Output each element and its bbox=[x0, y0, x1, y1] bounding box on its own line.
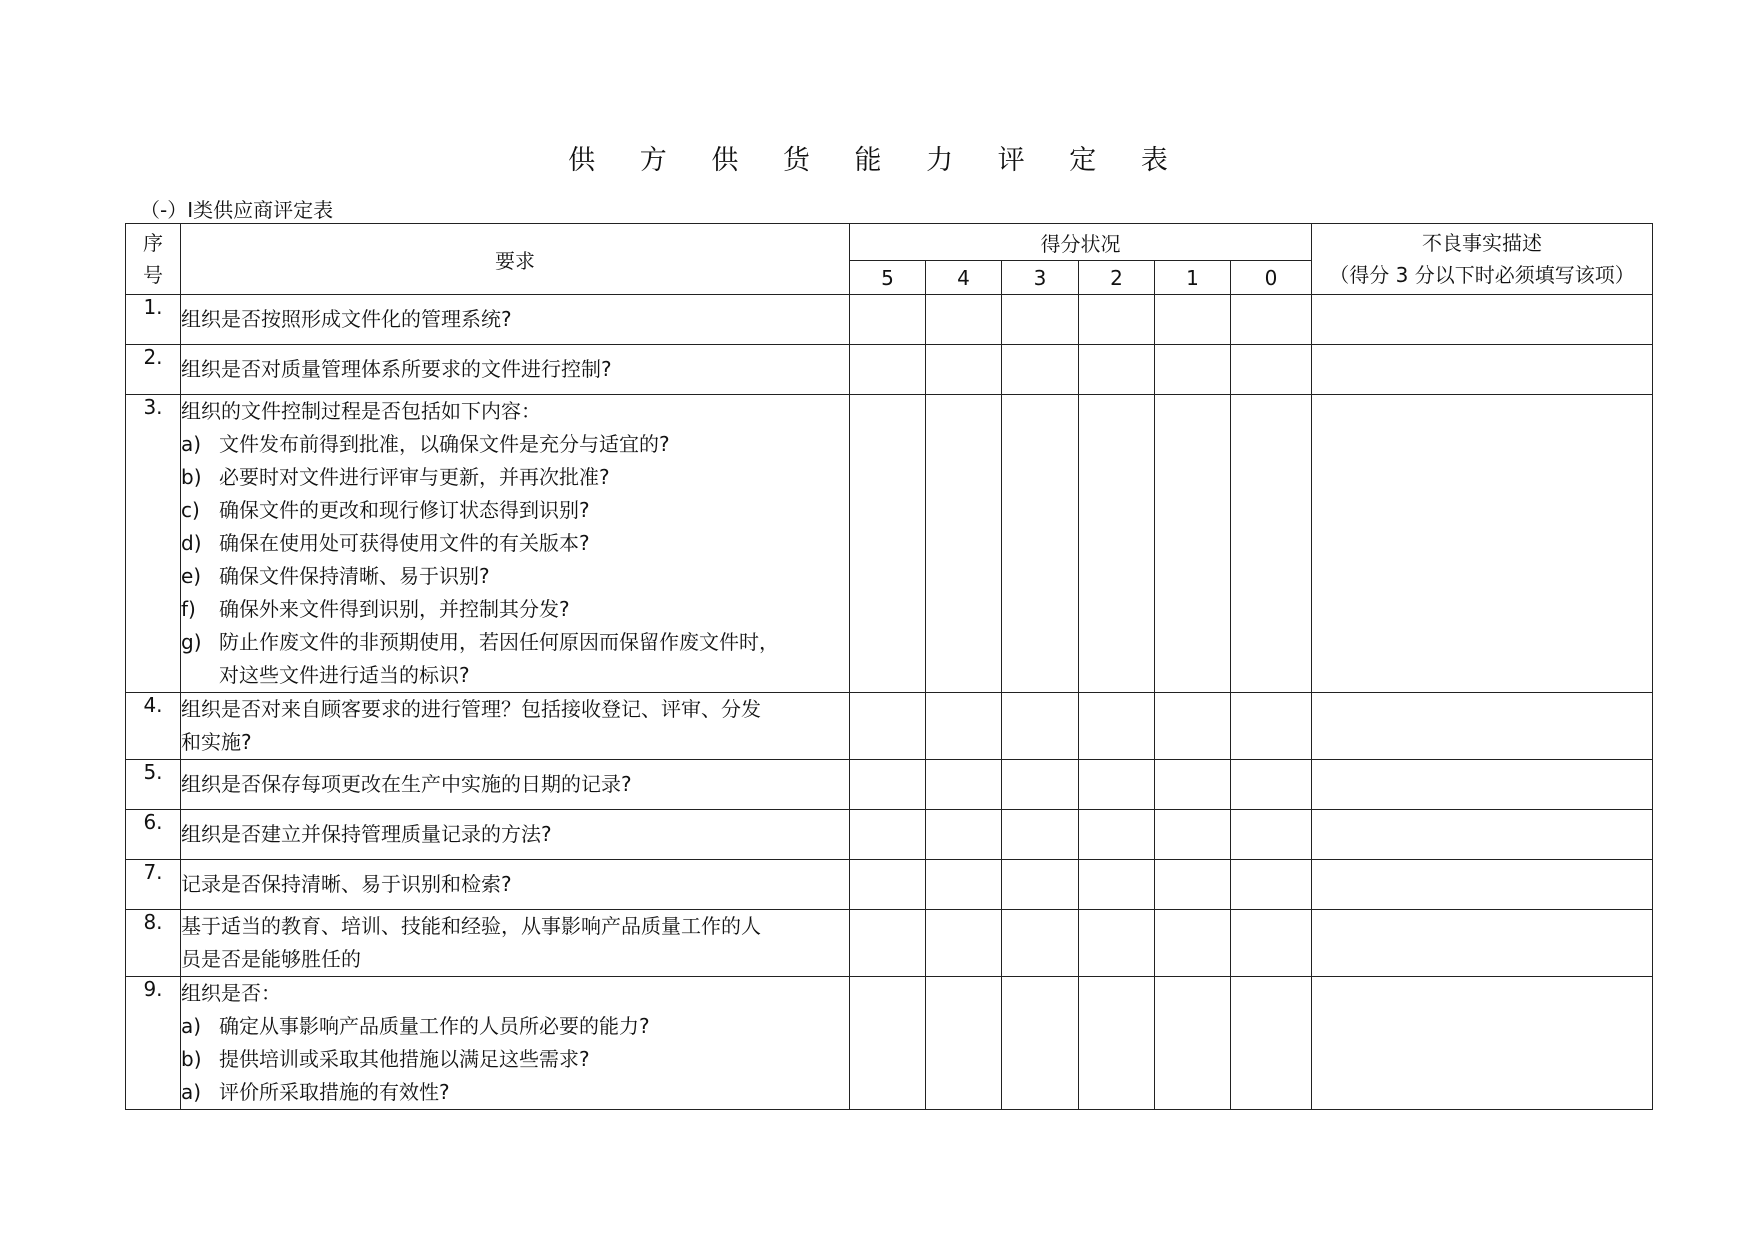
defect-description-cell[interactable] bbox=[1312, 760, 1653, 810]
score-cell-5[interactable] bbox=[850, 910, 926, 977]
score-cell-1[interactable] bbox=[1155, 395, 1231, 693]
score-cell-0[interactable] bbox=[1231, 395, 1312, 693]
score-cell-1[interactable] bbox=[1155, 860, 1231, 910]
score-col-3: 3 bbox=[1002, 261, 1079, 295]
defect-description-cell[interactable] bbox=[1312, 810, 1653, 860]
requirement-subitem bbox=[181, 461, 849, 494]
score-col-2: 2 bbox=[1079, 261, 1155, 295]
score-cell-4[interactable] bbox=[926, 345, 1002, 395]
score-cell-1[interactable] bbox=[1155, 693, 1231, 760]
subitem-text: 确保外来文件得到识别，并控制其分发? bbox=[219, 597, 570, 621]
score-cell-0[interactable] bbox=[1231, 760, 1312, 810]
subitem-marker: d) bbox=[181, 531, 202, 555]
table-row bbox=[126, 860, 1653, 910]
requirement-text: 组织是否保存每项更改在生产中实施的日期的记录? bbox=[181, 772, 632, 796]
subitem-marker: a) bbox=[181, 1080, 202, 1104]
subitem-text: 确保文件的更改和现行修订状态得到识别? bbox=[219, 498, 590, 522]
requirement-subitem bbox=[181, 1010, 849, 1043]
subitem-marker: e) bbox=[181, 564, 202, 588]
score-cell-2[interactable] bbox=[1079, 810, 1155, 860]
score-cell-2[interactable] bbox=[1079, 760, 1155, 810]
score-cell-3[interactable] bbox=[1002, 345, 1079, 395]
row-number: 1. bbox=[126, 295, 181, 345]
subitem-marker: a) bbox=[181, 1014, 202, 1038]
requirement-subitem bbox=[181, 428, 849, 461]
score-cell-4[interactable] bbox=[926, 760, 1002, 810]
score-cell-5[interactable] bbox=[850, 693, 926, 760]
score-cell-3[interactable] bbox=[1002, 810, 1079, 860]
subitem-text: 确保在使用处可获得使用文件的有关版本? bbox=[219, 531, 590, 555]
table-row bbox=[126, 395, 1653, 693]
requirement-text: 记录是否保持清晰、易于识别和检索? bbox=[181, 872, 512, 896]
row-number: 6. bbox=[126, 810, 181, 860]
score-cell-3[interactable] bbox=[1002, 395, 1079, 693]
requirement-subitem bbox=[181, 527, 849, 560]
score-cell-3[interactable] bbox=[1002, 693, 1079, 760]
row-number: 3. bbox=[126, 395, 181, 693]
score-cell-1[interactable] bbox=[1155, 295, 1231, 345]
table-row bbox=[126, 295, 1653, 345]
score-col-5: 5 bbox=[850, 261, 926, 295]
requirement-subitem bbox=[181, 1043, 849, 1076]
subitem-marker: b) bbox=[181, 465, 202, 489]
score-cell-0[interactable] bbox=[1231, 693, 1312, 760]
requirement-cell bbox=[181, 810, 850, 860]
subitem-text: 文件发布前得到批准，以确保文件是充分与适宜的? bbox=[219, 432, 670, 456]
score-cell-0[interactable] bbox=[1231, 295, 1312, 345]
form-subtitle: （-）Ⅰ类供应商评定表 bbox=[140, 198, 334, 222]
score-cell-1[interactable] bbox=[1155, 345, 1231, 395]
table-row bbox=[126, 977, 1653, 1110]
score-cell-4[interactable] bbox=[926, 977, 1002, 1110]
table-row bbox=[126, 345, 1653, 395]
requirement-subitem bbox=[181, 593, 849, 626]
score-cell-4[interactable] bbox=[926, 693, 1002, 760]
row-number: 8. bbox=[126, 910, 181, 977]
requirement-text: 组织是否对质量管理体系所要求的文件进行控制? bbox=[181, 357, 612, 381]
score-cell-5[interactable] bbox=[850, 295, 926, 345]
requirement-cell bbox=[181, 760, 850, 810]
score-cell-4[interactable] bbox=[926, 295, 1002, 345]
score-cell-5[interactable] bbox=[850, 860, 926, 910]
subitem-text-continued: 对这些文件进行适当的标识? bbox=[219, 663, 470, 687]
evaluation-table bbox=[125, 223, 1653, 1110]
table-row bbox=[126, 760, 1653, 810]
subitem-marker: b) bbox=[181, 1047, 202, 1071]
requirement-text: 组织是否按照形成文件化的管理系统? bbox=[181, 307, 512, 331]
score-cell-5[interactable] bbox=[850, 345, 926, 395]
requirement-text: 组织是否对来自顾客要求的进行管理？包括接收登记、评审、分发 bbox=[181, 697, 761, 721]
defect-description-cell[interactable] bbox=[1312, 860, 1653, 910]
requirement-cell bbox=[181, 295, 850, 345]
subitem-marker: c) bbox=[181, 498, 200, 522]
score-cell-0[interactable] bbox=[1231, 860, 1312, 910]
requirement-cell bbox=[181, 910, 850, 977]
score-cell-3[interactable] bbox=[1002, 860, 1079, 910]
subitem-text: 确保文件保持清晰、易于识别? bbox=[219, 564, 490, 588]
subitem-marker: a) bbox=[181, 432, 202, 456]
subitem-text: 必要时对文件进行评审与更新，并再次批准? bbox=[219, 465, 610, 489]
header-score-group: 得分状况 bbox=[850, 224, 1312, 261]
requirement-cell bbox=[181, 977, 850, 1110]
score-cell-3[interactable] bbox=[1002, 760, 1079, 810]
subitem-text: 提供培训或采取其他措施以满足这些需求? bbox=[219, 1047, 590, 1071]
requirement-cell bbox=[181, 860, 850, 910]
score-cell-2[interactable] bbox=[1079, 395, 1155, 693]
score-cell-5[interactable] bbox=[850, 810, 926, 860]
score-cell-0[interactable] bbox=[1231, 910, 1312, 977]
table-body bbox=[126, 295, 1653, 1110]
subitem-marker: f) bbox=[181, 597, 196, 621]
score-cell-2[interactable] bbox=[1079, 977, 1155, 1110]
requirement-text: 组织是否建立并保持管理质量记录的方法? bbox=[181, 822, 552, 846]
requirement-text: 组织的文件控制过程是否包括如下内容： bbox=[181, 399, 541, 423]
score-cell-2[interactable] bbox=[1079, 693, 1155, 760]
defect-description-cell[interactable] bbox=[1312, 345, 1653, 395]
score-cell-0[interactable] bbox=[1231, 977, 1312, 1110]
score-cell-2[interactable] bbox=[1079, 910, 1155, 977]
header-description bbox=[1312, 224, 1653, 295]
requirement-cell bbox=[181, 395, 850, 693]
row-number: 4. bbox=[126, 693, 181, 760]
defect-description-cell[interactable] bbox=[1312, 910, 1653, 977]
defect-description-cell[interactable] bbox=[1312, 693, 1653, 760]
defect-description-cell[interactable] bbox=[1312, 395, 1653, 693]
score-cell-5[interactable] bbox=[850, 395, 926, 693]
requirement-text: 组织是否： bbox=[181, 981, 281, 1005]
requirement-subitem bbox=[181, 626, 849, 659]
score-cell-4[interactable] bbox=[926, 395, 1002, 693]
defect-description-cell[interactable] bbox=[1312, 295, 1653, 345]
score-cell-0[interactable] bbox=[1231, 345, 1312, 395]
table-row bbox=[126, 810, 1653, 860]
score-col-0: 0 bbox=[1231, 261, 1312, 295]
requirement-cell bbox=[181, 345, 850, 395]
defect-description-cell[interactable] bbox=[1312, 977, 1653, 1110]
score-cell-1[interactable] bbox=[1155, 977, 1231, 1110]
subitem-text: 确定从事影响产品质量工作的人员所必要的能力? bbox=[219, 1014, 650, 1038]
score-cell-3[interactable] bbox=[1002, 977, 1079, 1110]
row-number: 2. bbox=[126, 345, 181, 395]
score-cell-3[interactable] bbox=[1002, 295, 1079, 345]
score-col-1: 1 bbox=[1155, 261, 1231, 295]
score-cell-4[interactable] bbox=[926, 860, 1002, 910]
requirement-cell bbox=[181, 693, 850, 760]
header-seq: 序 号 bbox=[126, 224, 181, 295]
score-cell-2[interactable] bbox=[1079, 345, 1155, 395]
requirement-text-continued: 和实施? bbox=[181, 730, 252, 754]
subitem-text: 防止作废文件的非预期使用，若因任何原因而保留作废文件时， bbox=[219, 630, 779, 654]
score-cell-0[interactable] bbox=[1231, 810, 1312, 860]
row-number: 9. bbox=[126, 977, 181, 1110]
subitem-marker: g) bbox=[181, 630, 202, 654]
requirement-subitem bbox=[181, 1076, 849, 1109]
score-cell-1[interactable] bbox=[1155, 810, 1231, 860]
header-description-note: （得分 3 分以下时必须填写该项） bbox=[1329, 263, 1635, 287]
score-col-4: 4 bbox=[926, 261, 1002, 295]
table-row bbox=[126, 910, 1653, 977]
header-requirement: 要求 bbox=[181, 224, 850, 295]
header-description-title: 不良事实描述 bbox=[1422, 231, 1542, 255]
score-cell-2[interactable] bbox=[1079, 860, 1155, 910]
row-number: 5. bbox=[126, 760, 181, 810]
requirement-subitem bbox=[181, 494, 849, 527]
form-title: 供 方 供 货 能 力 评 定 表 bbox=[568, 145, 1186, 176]
score-cell-4[interactable] bbox=[926, 810, 1002, 860]
requirement-subitem bbox=[181, 560, 849, 593]
score-cell-5[interactable] bbox=[850, 977, 926, 1110]
score-cell-1[interactable] bbox=[1155, 910, 1231, 977]
requirement-text-continued: 员是否是能够胜任的 bbox=[181, 947, 361, 971]
table-row bbox=[126, 693, 1653, 760]
row-number: 7. bbox=[126, 860, 181, 910]
score-cell-4[interactable] bbox=[926, 910, 1002, 977]
score-cell-3[interactable] bbox=[1002, 910, 1079, 977]
score-cell-1[interactable] bbox=[1155, 760, 1231, 810]
score-cell-2[interactable] bbox=[1079, 295, 1155, 345]
subitem-text: 评价所采取措施的有效性? bbox=[219, 1080, 450, 1104]
score-cell-5[interactable] bbox=[850, 760, 926, 810]
requirement-text: 基于适当的教育、培训、技能和经验，从事影响产品质量工作的人 bbox=[181, 914, 761, 938]
